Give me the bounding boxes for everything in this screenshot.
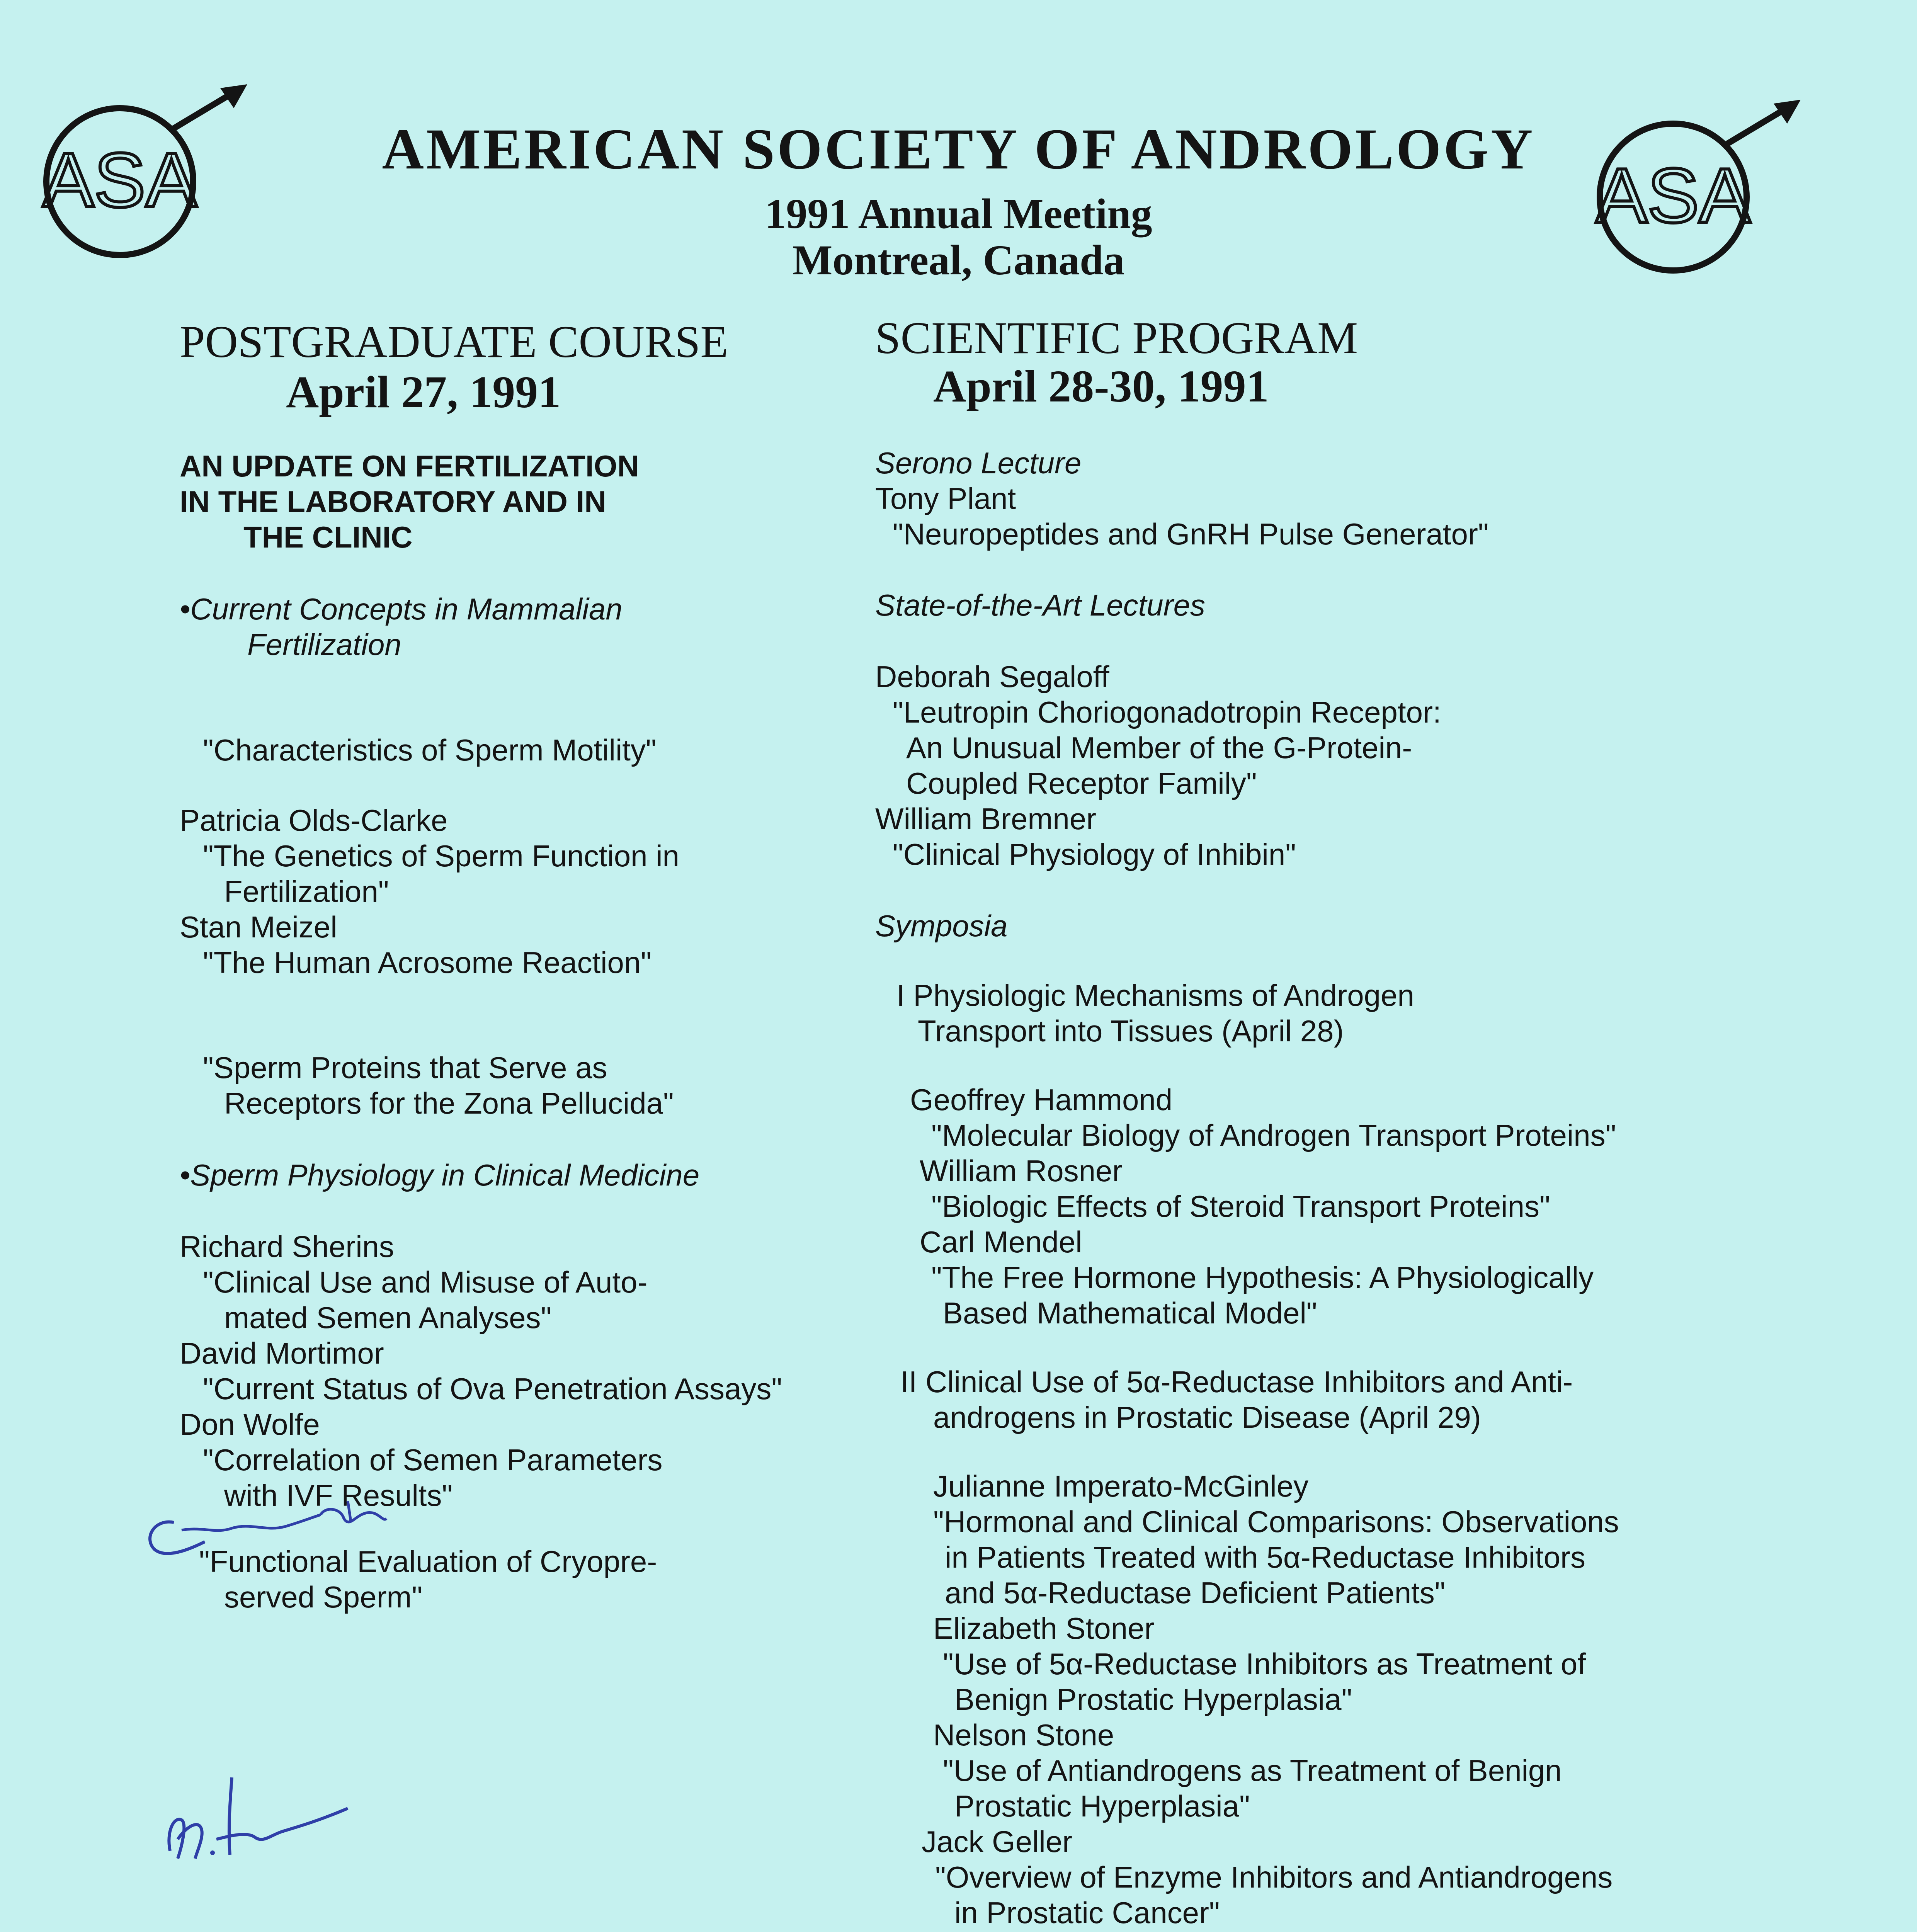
talk-title: "Sperm Proteins that Serve as — [203, 1051, 607, 1085]
talk-title: "Correlation of Semen Parameters — [203, 1443, 663, 1477]
course-subtitle-line: IN THE LABORATORY AND IN — [180, 485, 606, 519]
speaker-name: David Mortimor — [180, 1336, 384, 1370]
meeting-location: Montreal, Canada — [792, 236, 1125, 284]
speaker-name: Richard Sherins — [180, 1230, 394, 1264]
talk-title: "Biologic Effects of Steroid Transport Proteins" — [931, 1189, 1550, 1223]
talk-title: "Clinical Physiology of Inhibin" — [893, 837, 1296, 871]
scientific-program-heading: SCIENTIFIC PROGRAM — [875, 313, 1358, 363]
talk-title: Fertilization" — [224, 874, 389, 908]
course-subtitle-line: THE CLINIC — [243, 520, 413, 554]
symposium-title: I Physiologic Mechanisms of Androgen — [896, 978, 1414, 1012]
talk-title: "Clinical Use and Misuse of Auto- — [203, 1265, 648, 1299]
section-heading: Fertilization — [247, 628, 401, 662]
section-heading: Serono Lecture — [875, 446, 1082, 480]
speaker-name: Stan Meizel — [180, 910, 337, 944]
speaker-name: Elizabeth Stoner — [933, 1611, 1155, 1645]
postgraduate-date: April 27, 1991 — [286, 367, 561, 417]
course-subtitle-line: AN UPDATE ON FERTILIZATION — [180, 449, 639, 483]
talk-title: Prostatic Hyperplasia" — [954, 1789, 1250, 1823]
meeting-title: 1991 Annual Meeting — [765, 190, 1152, 237]
symposium-title: Transport into Tissues (April 28) — [918, 1014, 1344, 1048]
speaker-name: Jack Geller — [922, 1825, 1073, 1859]
talk-title: "Use of Antiandrogens as Treatment of Benign — [943, 1753, 1562, 1787]
section-heading: •Sperm Physiology in Clinical Medicine — [180, 1158, 700, 1192]
speaker-name: William Bremner — [875, 802, 1097, 836]
talk-title: in Patients Treated with 5α-Reductase Inhibitors — [945, 1540, 1585, 1574]
handwritten-initials — [155, 1762, 371, 1878]
talk-title: "Characteristics of Sperm Motility" — [203, 733, 657, 767]
scientific-program-date: April 28-30, 1991 — [933, 361, 1269, 412]
section-heading: State-of-the-Art Lectures — [875, 588, 1206, 622]
logo-text: ASA — [42, 137, 197, 223]
talk-title: An Unusual Member of the G-Protein- — [906, 731, 1412, 765]
speaker-name: William Rosner — [920, 1154, 1123, 1188]
talk-title: Receptors for the Zona Pellucida" — [224, 1086, 674, 1120]
talk-title: and 5α-Reductase Deficient Patients" — [945, 1576, 1446, 1610]
speaker-name: Carl Mendel — [920, 1225, 1082, 1259]
speaker-name: Julianne Imperato-McGinley — [933, 1469, 1309, 1503]
talk-title: Coupled Receptor Family" — [906, 766, 1257, 800]
section-heading: Symposia — [875, 909, 1008, 943]
talk-title: served Sperm" — [224, 1580, 423, 1614]
speaker-name: Geoffrey Hammond — [910, 1083, 1173, 1117]
speaker-name: Tony Plant — [875, 481, 1016, 515]
talk-title: "Molecular Biology of Androgen Transport Proteins" — [931, 1118, 1616, 1152]
talk-title: "Current Status of Ova Penetration Assays" — [203, 1372, 782, 1406]
talk-title: "Neuropeptides and GnRH Pulse Generator" — [893, 517, 1489, 551]
speaker-name: Patricia Olds-Clarke — [180, 803, 448, 837]
talk-title: "The Genetics of Sperm Function in — [203, 839, 679, 873]
talk-title: Based Mathematical Model" — [943, 1296, 1317, 1330]
speaker-name: Deborah Segaloff — [875, 660, 1109, 694]
talk-title: with IVF Results" — [224, 1478, 453, 1512]
talk-title: "Hormonal and Clinical Comparisons: Observations — [933, 1505, 1619, 1539]
logo-text: ASA — [1596, 153, 1751, 239]
talk-title: "Leutropin Choriogonadotropin Receptor: — [893, 695, 1441, 729]
society-title: AMERICAN SOCIETY OF ANDROLOGY — [382, 117, 1535, 181]
talk-title: "Functional Evaluation of Cryopre- — [199, 1544, 657, 1578]
talk-title: "The Free Hormone Hypothesis: A Physiologically — [931, 1260, 1594, 1294]
speaker-name: Nelson Stone — [933, 1718, 1114, 1752]
speaker-name: Don Wolfe — [180, 1407, 320, 1441]
symposium-title: androgens in Prostatic Disease (April 29) — [933, 1400, 1481, 1434]
postgraduate-heading: POSTGRADUATE COURSE — [180, 316, 728, 367]
section-heading: •Current Concepts in Mammalian — [180, 592, 623, 626]
talk-title: mated Semen Analyses" — [224, 1301, 552, 1335]
talk-title: Benign Prostatic Hyperplasia" — [954, 1682, 1352, 1716]
talk-title: "Use of 5α-Reductase Inhibitors as Treatment of — [943, 1647, 1586, 1681]
talk-title: "Overview of Enzyme Inhibitors and Antiandrogens — [935, 1860, 1613, 1894]
talk-title: "The Human Acrosome Reaction" — [203, 946, 651, 980]
symposium-title: II Clinical Use of 5α-Reductase Inhibitors and Anti- — [900, 1365, 1573, 1399]
talk-title: in Prostatic Cancer" — [954, 1896, 1220, 1930]
